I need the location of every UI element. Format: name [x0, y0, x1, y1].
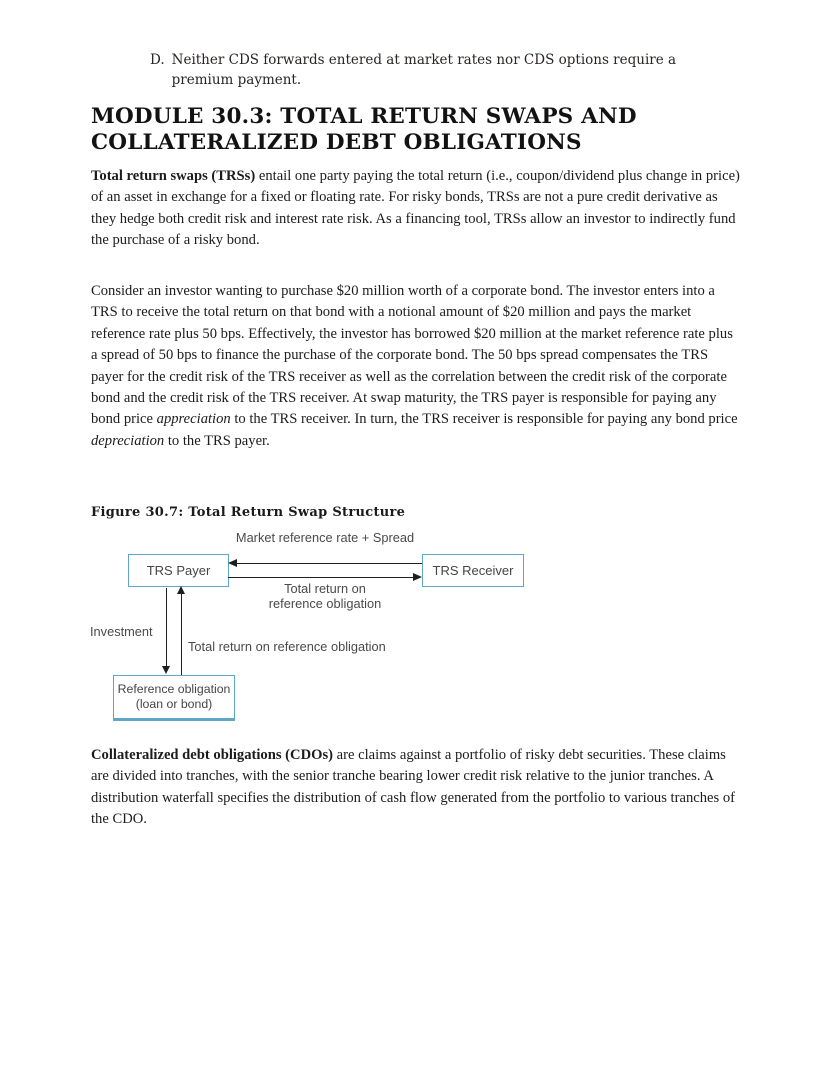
depreciation-italic: depreciation	[91, 432, 165, 449]
arrowhead-right-total-return-icon	[413, 573, 422, 581]
trs-example-part2: to the TRS receiver. In turn, the TRS receiver is responsible for paying any bond price	[230, 411, 738, 428]
label-total-return-bottom: Total return on reference obligation	[188, 639, 386, 654]
answer-choice-d	[150, 50, 730, 90]
label-total-return-mid-line2: reference obligation	[268, 596, 382, 611]
label-market-reference-rate: Market reference rate + Spread	[235, 530, 415, 545]
node-trs-receiver-label: TRS Receiver	[432, 563, 514, 578]
arrow-line-investment	[166, 588, 167, 667]
module-heading-line2: COLLATERALIZED DEBT OBLIGATIONS	[91, 130, 582, 155]
label-total-return-mid-line1: Total return on	[284, 581, 366, 596]
arrow-line-market-rate	[236, 563, 422, 564]
node-trs-receiver	[422, 554, 524, 587]
arrowhead-up-reference-return-icon	[177, 586, 185, 594]
arrowhead-left-market-rate-icon	[228, 559, 237, 567]
label-total-return-mid	[245, 581, 405, 611]
node-trs-payer-label: TRS Payer	[146, 563, 211, 578]
paragraph-cdo-definition-text: are claims against a portfolio of risky debt securities. These claims are divided into tranches, with the senior tranche bearing lower credit risk relative to the junior tranches. A distribution waterfall specifies the distribution of cash flow generated from the portfolio to various tranches of the CDO.	[91, 747, 735, 828]
figure-caption: Figure 30.7: Total Return Swap Structure	[91, 505, 406, 520]
module-heading	[91, 104, 751, 156]
arrowhead-down-investment-icon	[162, 666, 170, 674]
node-trs-payer	[128, 554, 229, 587]
trs-example-part3: to the TRS payer.	[164, 432, 270, 449]
trs-example-part1: Consider an investor wanting to purchase $20 million worth of a corporate bond. The investor enters into a TRS to receive the total return on that bond with a notional amount of $20 million and pays the market reference rate plus 50 bps. Effectively, the investor has borrowed $20 million at the market reference rate plus a spread of 50 bps to finance the purchase of the corporate bond. The 50 bps spread compensates the TRS payer for the credit risk of the TRS receiver as well as the correlation between the credit risk of the corporate bond and the credit risk of the TRS receiver. At swap maturity, the TRS payer is responsible for paying any bond price	[91, 283, 733, 428]
trs-structure-diagram	[0, 528, 828, 728]
cdo-bold-term: Collateralized debt obligations (CDOs)	[91, 747, 334, 763]
appreciation-italic: appreciation	[156, 411, 231, 428]
paragraph-trs-definition	[91, 166, 741, 252]
arrow-line-reference-return	[181, 594, 182, 675]
arrow-line-total-return	[228, 577, 414, 578]
label-investment: Investment	[90, 624, 153, 639]
node-reference-obligation	[113, 675, 235, 721]
paragraph-trs-example	[91, 281, 741, 452]
trs-bold-term: Total return swaps (TRSs)	[91, 168, 256, 184]
node-reference-obligation-line2: (loan or bond)	[135, 697, 213, 711]
answer-choice-label: D.	[150, 52, 165, 68]
module-heading-line1: MODULE 30.3: TOTAL RETURN SWAPS AND	[91, 104, 637, 129]
node-reference-obligation-line1: Reference obligation	[117, 682, 231, 696]
paragraph-trs-definition-text: entail one party paying the total return (i.e., coupon/dividend plus change in price) of an asset in exchange for a fixed or floating rate. For risky bonds, TRSs are not a pure credit derivative as they hedge both credit risk and interest rate risk. As a financing tool, TRSs allow an investor to indirectly fund the purchase of a risky bond.	[91, 168, 740, 249]
answer-choice-text: Neither CDS forwards entered at market rates nor CDS options require a premium payment.	[171, 52, 677, 88]
paragraph-cdo-definition	[91, 745, 747, 831]
